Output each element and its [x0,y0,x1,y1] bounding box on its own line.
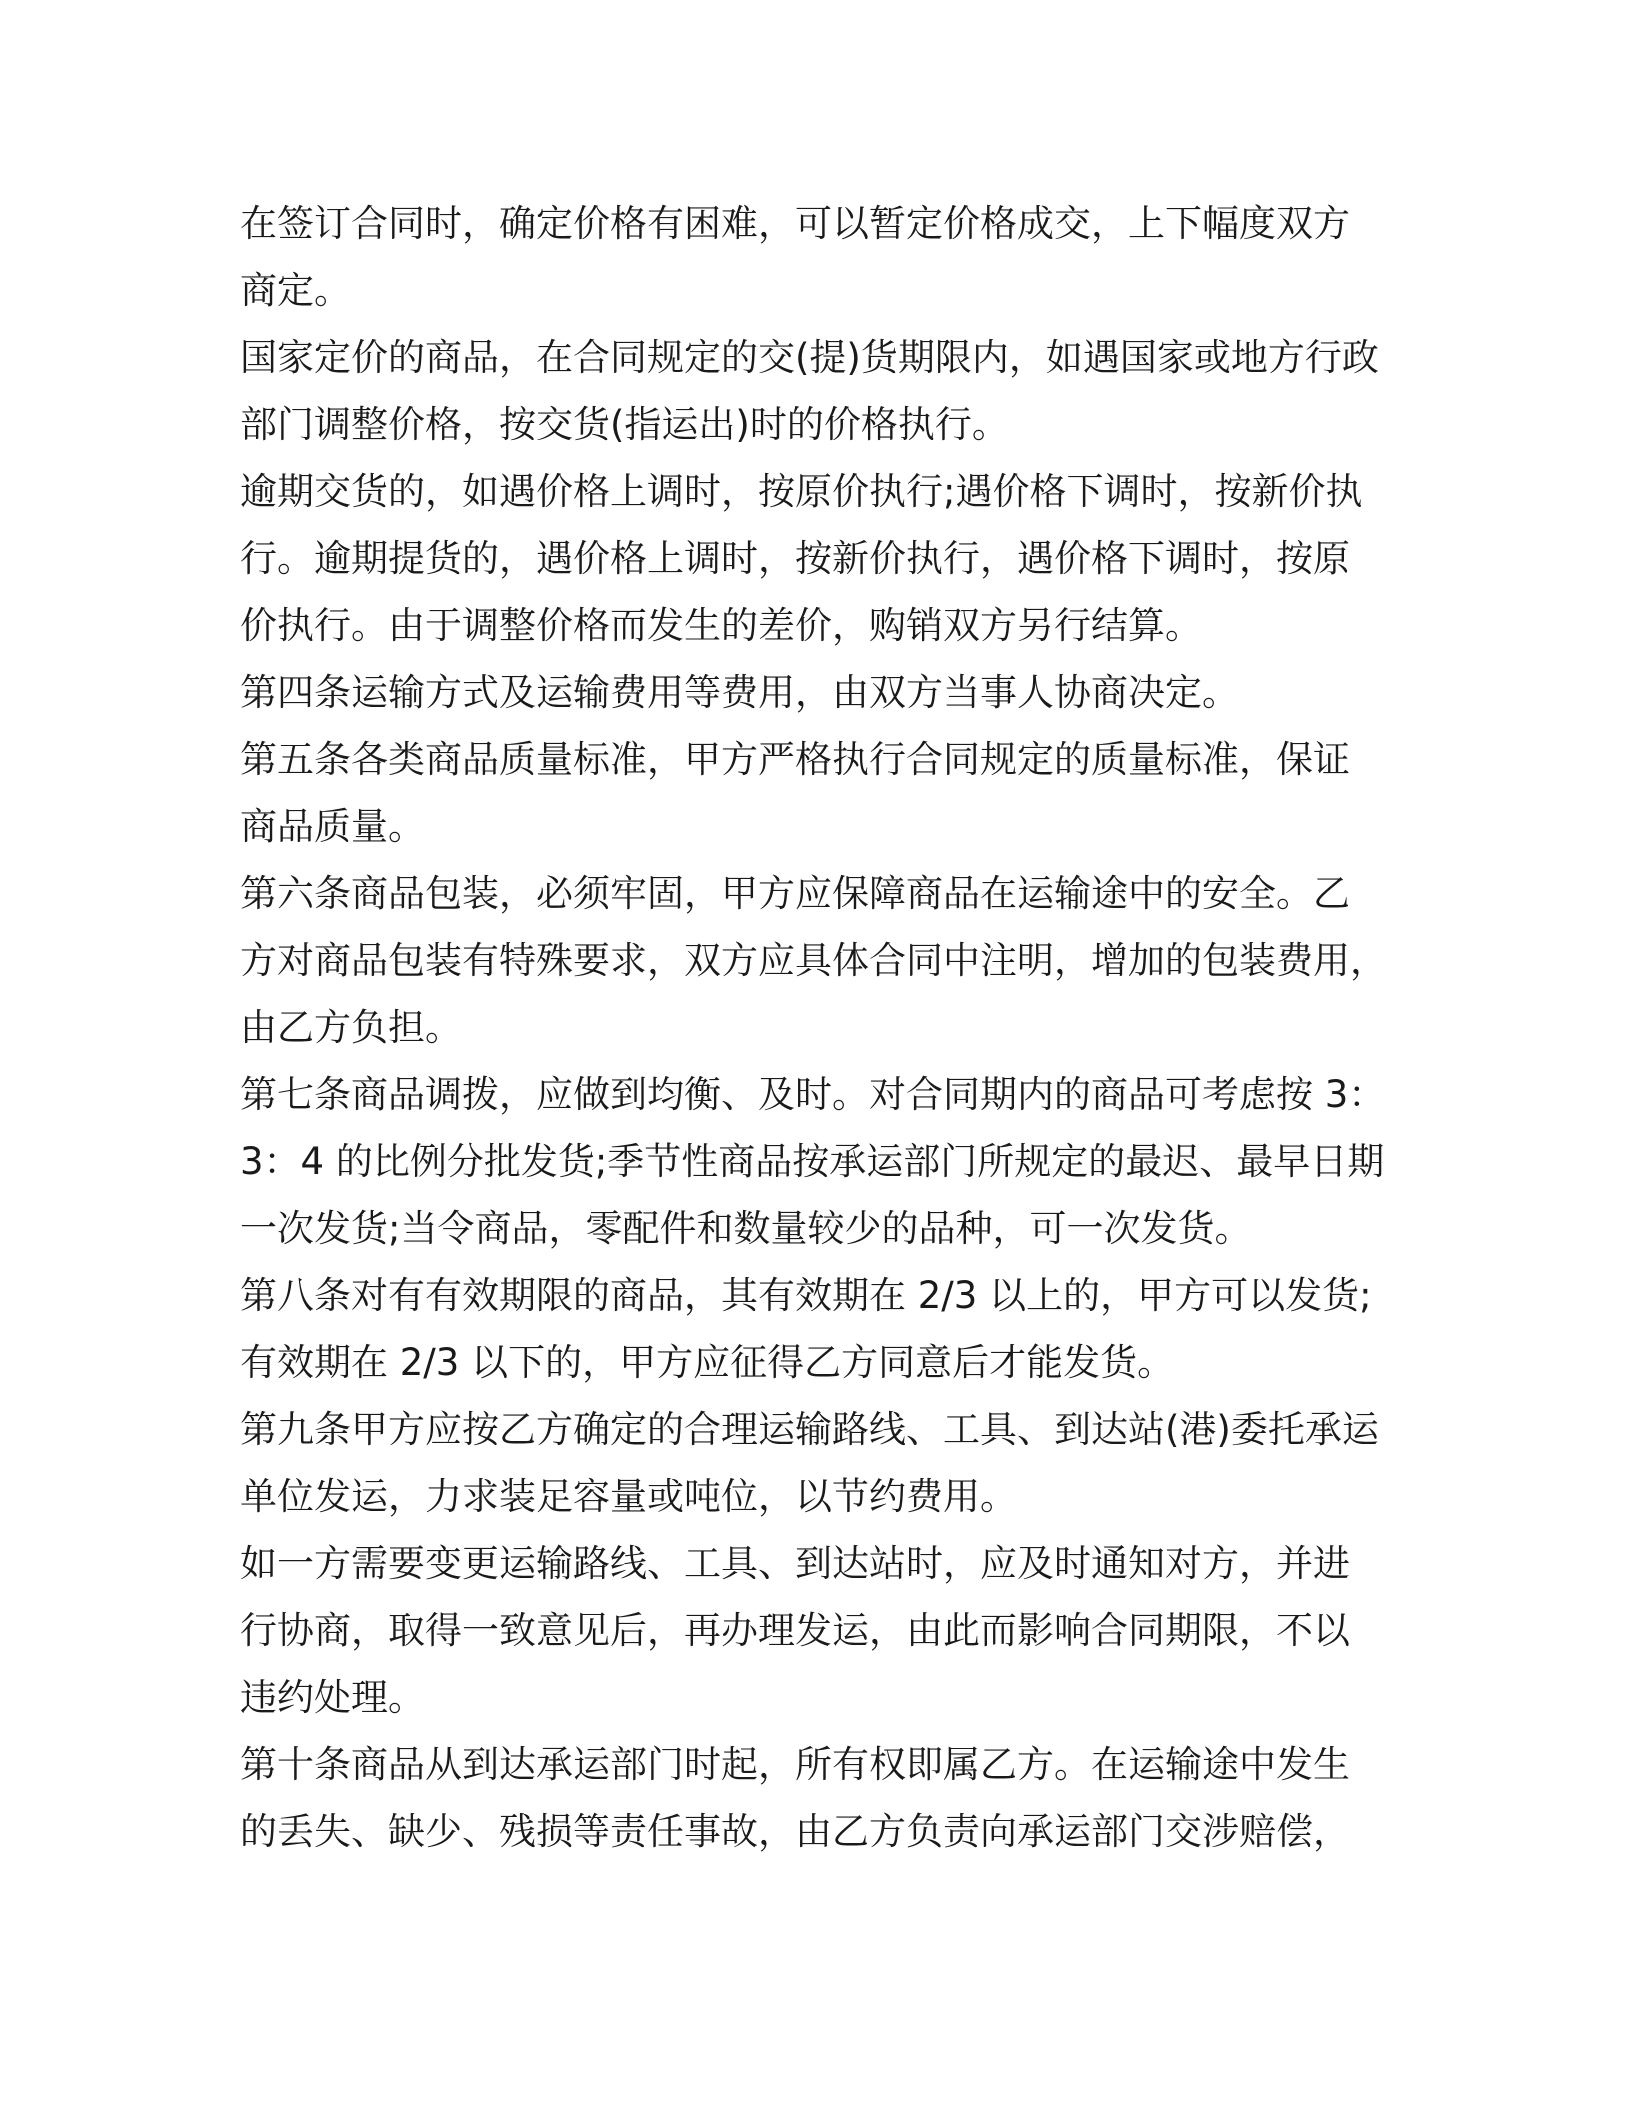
text-line: 部门调整价格，按交货(指运出)时的价格执行。 [240,403,1009,446]
text-line: 的丢失、缺少、残损等责任事故，由乙方负责向承运部门交涉赔偿， [240,1810,1350,1853]
text-line: 商品质量。 [240,805,425,848]
text-line: 单位发运，力求装足容量或吨位，以节约费用。 [240,1475,1017,1518]
text-line: 国家定价的商品，在合同规定的交(提)货期限内，如遇国家或地方行政 [240,336,1379,379]
text-line: 违约处理。 [240,1676,425,1719]
text-line: 价执行。由于调整价格而发生的差价，购销双方另行结算。 [240,604,1202,647]
text-line: 3：4 的比例分批发货;季节性商品按承运部门所规定的最迟、最早日期 [240,1140,1385,1183]
text-line: 一次发货;当令商品，零配件和数量较少的品种，可一次发货。 [240,1207,1252,1250]
text-line: 逾期交货的，如遇价格上调时，按原价执行;遇价格下调时，按新价执 [240,470,1363,513]
text-line: 方对商品包装有特殊要求，双方应具体合同中注明，增加的包装费用， [240,939,1387,982]
text-line: 第九条甲方应按乙方确定的合理运输路线、工具、到达站(港)委托承运 [240,1408,1379,1451]
text-line: 第七条商品调拨，应做到均衡、及时。对合同期内的商品可考虑按 3： [240,1073,1386,1116]
text-line: 第六条商品包装，必须牢固，甲方应保障商品在运输途中的安全。乙 [240,872,1350,915]
text-line: 第八条对有有效期限的商品，其有效期在 2/3 以上的，甲方可以发货; [240,1274,1372,1317]
text-line: 第十条商品从到达承运部门时起，所有权即属乙方。在运输途中发生 [240,1743,1350,1786]
text-line: 商定。 [240,269,351,312]
text-line: 第五条各类商品质量标准，甲方严格执行合同规定的质量标准，保证 [240,738,1350,781]
text-line: 有效期在 2/3 以下的，甲方应征得乙方同意后才能发货。 [240,1341,1175,1384]
text-line: 由乙方负担。 [240,1006,462,1049]
document-body [240,190,1390,1865]
text-line: 第四条运输方式及运输费用等费用，由双方当事人协商决定。 [240,671,1239,714]
text-line: 行协商，取得一致意见后，再办理发运，由此而影响合同期限，不以 [240,1609,1350,1652]
text-line: 如一方需要变更运输路线、工具、到达站时，应及时通知对方，并进 [240,1542,1350,1585]
text-line: 行。逾期提货的，遇价格上调时，按新价执行，遇价格下调时，按原 [240,537,1350,580]
text-line: 在签订合同时，确定价格有困难，可以暂定价格成交，上下幅度双方 [240,202,1350,245]
